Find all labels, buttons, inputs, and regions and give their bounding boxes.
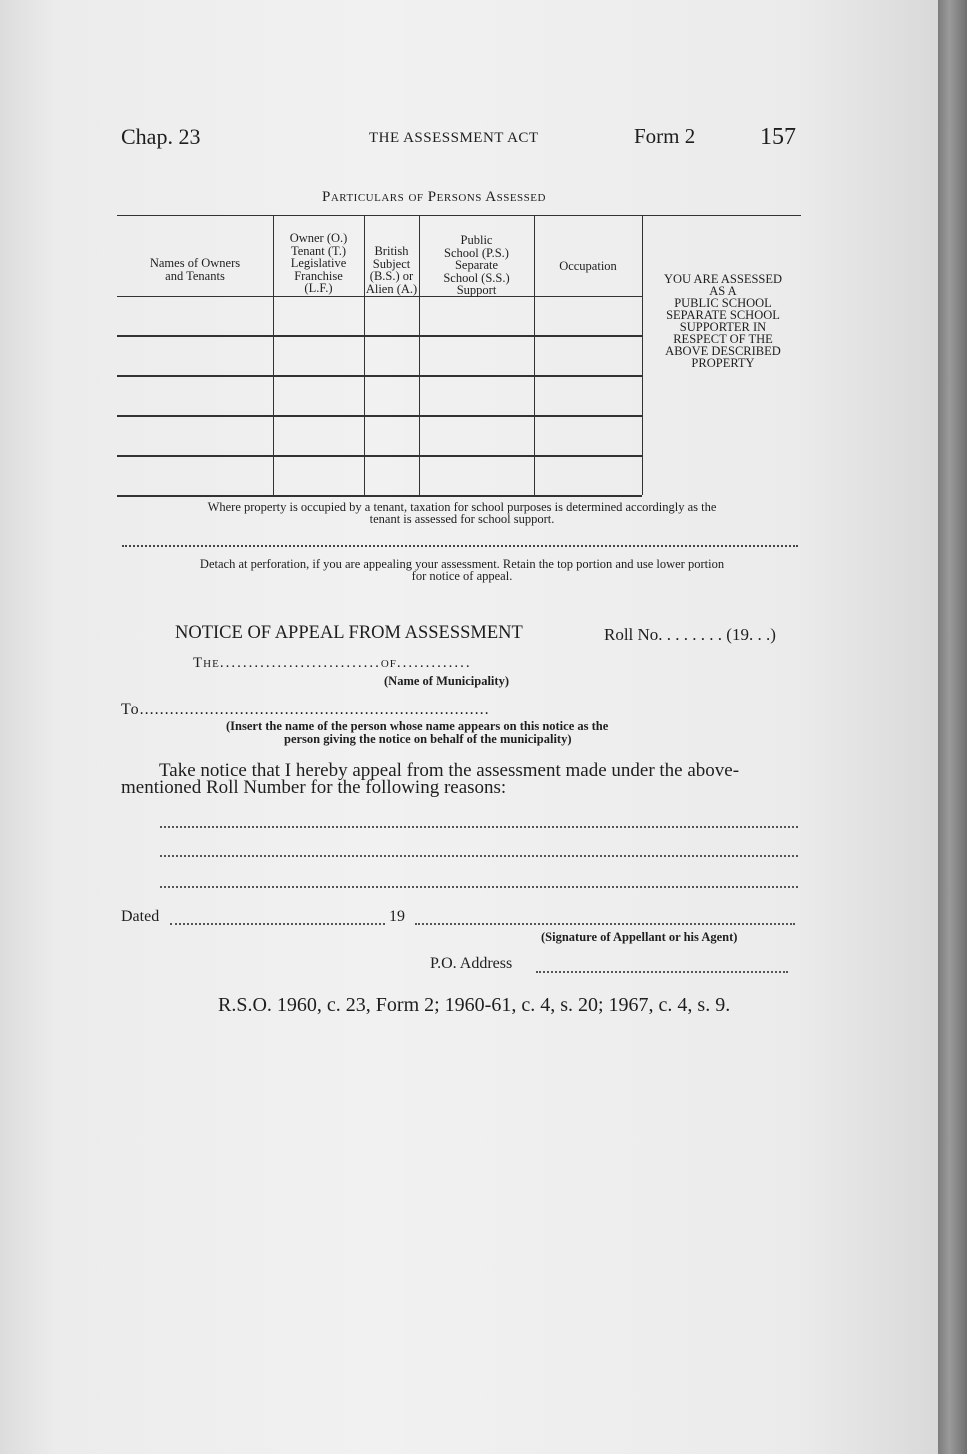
table-row bbox=[117, 455, 642, 457]
po-address-field[interactable] bbox=[536, 971, 788, 973]
year-prefix: 19 bbox=[389, 908, 405, 925]
col-header-names: Names of Owners and Tenants bbox=[149, 256, 241, 283]
table-row bbox=[117, 375, 642, 377]
municipality-dots-2: ............. bbox=[396, 655, 472, 671]
perforation-line[interactable] bbox=[122, 545, 798, 547]
reason-line[interactable] bbox=[160, 886, 798, 888]
to-label: To bbox=[121, 701, 140, 718]
take-notice-text: Take notice that I hereby appeal from the assessment made under the above-mentioned Roll Number for the following reasons: bbox=[121, 760, 740, 798]
to-line[interactable] bbox=[121, 701, 490, 719]
detach-note: Detach at perforation, if you are appealing your assessment. Retain the top portion and use lower portion for notice of appeal. bbox=[199, 557, 725, 583]
po-address-label: P.O. Address bbox=[430, 955, 513, 972]
page-number: 157 bbox=[760, 124, 796, 150]
col-header-british-subject: British Subject (B.S.) or Alien (A.) bbox=[365, 244, 418, 296]
reason-line[interactable] bbox=[160, 826, 798, 828]
of-label: of bbox=[380, 655, 397, 671]
date-field[interactable] bbox=[170, 923, 385, 925]
assessed-note: YOU ARE ASSESSED AS A PUBLIC SCHOOL SEPARATE SCHOOL SUPPORTER IN RESPECT OF THE ABOVE DESCRIBED PROPERTY bbox=[663, 272, 783, 370]
table-row bbox=[117, 495, 642, 497]
header-rule bbox=[117, 296, 642, 297]
chapter-label: Chap. 23 bbox=[121, 124, 201, 149]
section-title: Particulars of Persons Assessed bbox=[322, 189, 546, 205]
tenant-note: Where property is occupied by a tenant, taxation for school purposes is determined accordingly as the tenant is assessed for school support. bbox=[207, 500, 717, 526]
table-row bbox=[117, 335, 642, 337]
column-divider bbox=[534, 215, 535, 495]
signature-caption: (Signature of Appellant or his Agent) bbox=[541, 930, 738, 944]
signature-field[interactable] bbox=[415, 923, 795, 925]
col-header-occupation: Occupation bbox=[559, 259, 617, 273]
column-divider bbox=[642, 215, 643, 495]
act-title: THE ASSESSMENT ACT bbox=[369, 130, 539, 146]
book-spine bbox=[938, 0, 967, 1454]
dated-label: Dated bbox=[121, 908, 160, 925]
persons-assessed-table bbox=[117, 215, 801, 497]
insert-caption: (Insert the name of the person whose name appears on this notice as the person giving the notice on behalf of the municipality) bbox=[226, 719, 609, 746]
col-header-owner-tenant: Owner (O.) Tenant (T.) Legislative Franchise (L.F.) bbox=[289, 231, 348, 295]
roll-number-field[interactable]: Roll No. . . . . . . . (19. . .) bbox=[604, 625, 776, 644]
col-header-school-support: Public School (P.S.) Separate School (S.S.) Support bbox=[443, 233, 510, 297]
to-dots: ...................................................................... bbox=[139, 701, 490, 718]
table-top-rule bbox=[117, 215, 801, 216]
municipality-dots: ............................ bbox=[219, 655, 381, 671]
municipality-caption: (Name of Municipality) bbox=[384, 674, 509, 688]
form-number: Form 2 bbox=[634, 124, 696, 148]
statute-citation: R.S.O. 1960, c. 23, Form 2; 1960-61, c. 4, s. 20; 1967, c. 4, s. 9. bbox=[218, 994, 731, 1016]
table-row bbox=[117, 415, 642, 417]
municipality-line[interactable] bbox=[193, 655, 472, 672]
notice-title: NOTICE OF APPEAL FROM ASSESSMENT bbox=[175, 623, 523, 643]
reason-line[interactable] bbox=[160, 855, 798, 857]
the-label: The bbox=[193, 655, 220, 671]
